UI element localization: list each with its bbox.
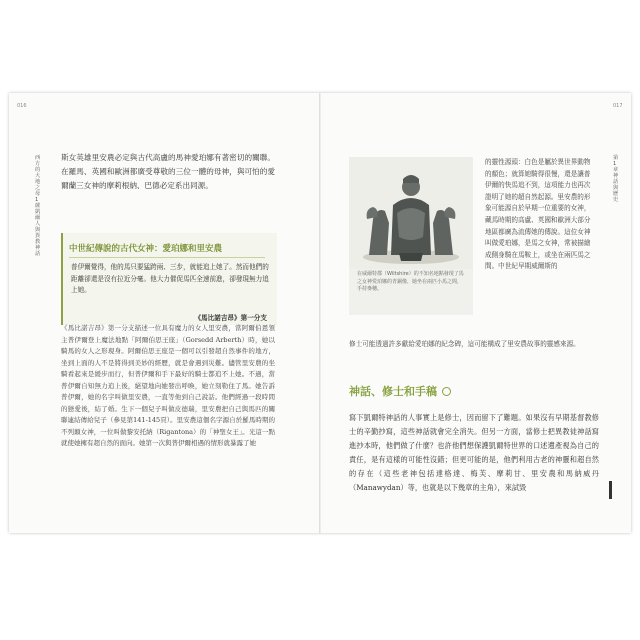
circle-ornament-icon	[442, 387, 451, 396]
epona-statue-figure	[349, 157, 473, 315]
right-column-text: 的靈性源頭：白色是屬於異世界動物的顏色；就算她騎得很慢，還是讓普伊爾的快馬追不到，這項能力也再次證明了她的超自然起源。里安農的形象可能源自於早期一位重要的女神，藏馬時期的高盧、英國和歐洲大部分地區都廣為流傳她的傳說。這位女神叫做愛珀娜，是馬之女神，常被描繪成側身騎在馬鞍上，或坐在兩匹馬之間。中世紀早期威爾斯的	[485, 158, 591, 271]
section-body-text: 寫下凱爾特神話的人事實上是修士，因而留下了難題。如果沒有早期基督教修士的辛勤抄寫，這些神話就會完全消失。但另一方面，當修士把異教徒神話寫進抄本時，他們做了什麼？也許他們想保護凱爾特世界的口述遺產視為自己的責任，是有這樣的可能性沒錯；但更可能的是，他們利用古老的神靈和超自然的存在（這些老神包括達格達、梅芙、摩莉甘、里安農和馬納威丹（Manawydan）等，也就是以下幾章的主角），來試毀	[349, 413, 599, 492]
sidebar-box-title: 中世紀傳說的古代女神：愛珀娜和里安農	[69, 244, 223, 254]
intro-paragraph: 斯女英雄里安農必定與古代高盧的馬神愛珀娜有著密切的關聯。在羅馬、英國和歐洲都廣受尊敬的三位一體的母神，與可怕的愛爾蘭三女神的摩莉根納、巴德必定系出同源。	[61, 153, 275, 190]
right-running-head: 第1章 神話與歷史	[613, 155, 619, 203]
sidebar-box-divider	[69, 257, 265, 258]
book-spread	[9, 93, 631, 533]
epona-statue-image	[349, 157, 473, 269]
sidebar-box	[61, 233, 277, 325]
edge-marker	[609, 481, 612, 499]
book-gutter	[319, 93, 321, 533]
left-body-text: 《馬比諾吉昂》第一分支描述一位具有魔力的女人里安農，當阿爾伯恩領主普伊爾登上魔法地點「阿爾伯思王座」（Gorsedd Arberth）時，她以騎馬的女人之形現身。阿爾伯思王座是一個可以引發超自然事件的地方，坐到上面的人不是將得到美妙的經歷，就是會遇到災難。儘管里安農的坐騎看起來是緩步而行，但普伊爾和手下最好的騎士都追不上她。不過，當普伊爾自知無力追上後，絕望地向她發出呼喚，她立刻勒住了馬。她告訴普伊爾，她的名字叫做里安農，一直等他到自己說話。他們經過一段時間的戀愛後，結了婚。生下一個兒子叫做皮德瑞，里安農把自己與馬匹的關聯連結傳給兒子（參見第141-145頁）。里安農這個名字源自於羅馬時期的不列顛女神，一位叫做黎安托納（Rigantona）的「神聖女王」。光這一點就使她擁有超自然的面向。她第一次與普伊爾相遇的情形就暴露了她	[61, 324, 275, 447]
sidebar-box-citation: 《馬比諾吉昂》第一分支	[194, 314, 267, 322]
left-page-number: 016	[17, 103, 27, 109]
right-continuation-text: 修士可能透過許多獻給愛珀娜的紀念碑，這可能構成了里安農故事的靈感來源。	[349, 340, 580, 348]
left-running-head: 西方的大地之母 1 薩凱爾人與異教神話	[35, 155, 41, 257]
right-page-number: 017	[613, 103, 623, 109]
sidebar-box-quote: 普伊爾覺得，他的馬只要猛跨兩、三步，就能追上她了。然而他們的距離卻還是沒有拉近分毫。他大力催促馬匹全速前進，卻發現無力追上她。	[71, 263, 269, 294]
figure-caption: 在威爾特郡（Wiltshire）的不知名地點發現了馬之女神愛珀娜的青銅像，她坐在兩匹小馬之間，手持麥穗。	[357, 271, 464, 292]
section-heading-text: 神話、修士和手稿	[349, 385, 437, 398]
section-heading	[349, 383, 451, 399]
